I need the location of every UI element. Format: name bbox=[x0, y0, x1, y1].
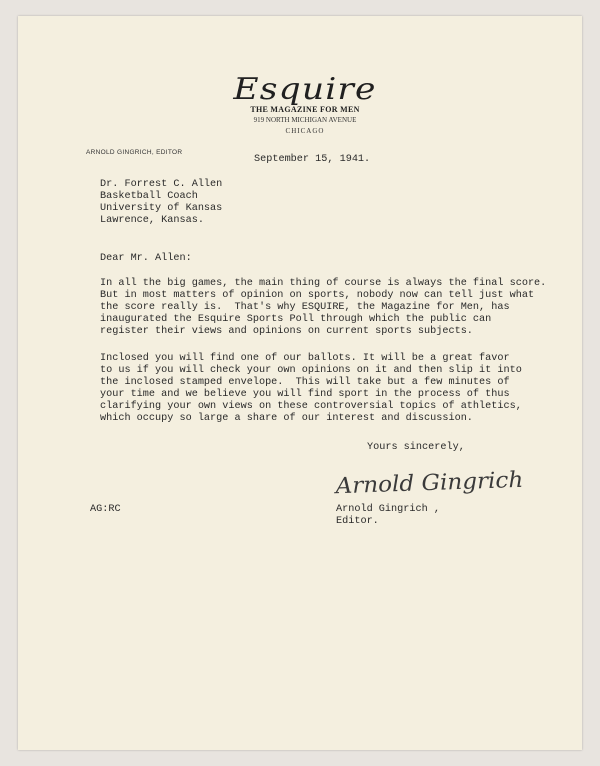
body-p2-line-4: your time and we believe you will find sport in the process of thus bbox=[100, 389, 510, 400]
salutation: Dear Mr. Allen: bbox=[100, 253, 192, 264]
signer-title: Editor. bbox=[336, 516, 379, 527]
recipient-line-1: Dr. Forrest C. Allen bbox=[100, 179, 223, 190]
handwritten-signature: Arnold Gingrich bbox=[335, 467, 524, 500]
letter-page bbox=[18, 16, 582, 750]
esquire-logo: Esquire bbox=[233, 72, 377, 107]
letterhead-tagline: THE MAGAZINE FOR MEN bbox=[250, 105, 360, 114]
letterhead-editor: ARNOLD GINGRICH, EDITOR bbox=[86, 149, 183, 156]
body-p2-line-5: clarifying your own views on these controversial topics of athletics, bbox=[100, 401, 522, 412]
body-p1-line-3: the score really is. That's why ESQUIRE, the Magazine for Men, has bbox=[100, 302, 510, 313]
body-p1-line-2: But in most matters of opinion on sports, nobody now can tell just what bbox=[100, 290, 535, 301]
letter-date: September 15, 1941. bbox=[254, 154, 371, 165]
body-p2-line-1: Inclosed you will find one of our ballots. It will be a great favor bbox=[100, 353, 510, 364]
closing: Yours sincerely, bbox=[367, 442, 465, 453]
body-p2-line-2: to us if you will check your own opinions on it and then slip it into bbox=[100, 365, 522, 376]
body-p1-line-1: In all the big games, the main thing of course is always the final score. bbox=[100, 278, 547, 289]
letterhead-address: 919 NORTH MICHIGAN AVENUE bbox=[253, 116, 357, 124]
signer-name: Arnold Gingrich , bbox=[336, 504, 440, 515]
body-p1-line-5: register their views and opinions on current sports subjects. bbox=[100, 326, 473, 337]
body-p1-line-4: inaugurated the Esquire Sports Poll through which the public can bbox=[100, 314, 492, 325]
recipient-line-3: University of Kansas bbox=[100, 203, 223, 214]
typist-initials: AG:RC bbox=[90, 504, 121, 515]
letterhead-city: CHICAGO bbox=[285, 127, 325, 135]
recipient-line-2: Basketball Coach bbox=[100, 191, 198, 202]
recipient-line-4: Lawrence, Kansas. bbox=[100, 215, 204, 226]
body-p2-line-6: which occupy so large a share of our interest and discussion. bbox=[100, 413, 473, 424]
body-p2-line-3: the inclosed stamped envelope. This will take but a few minutes of bbox=[100, 377, 510, 388]
